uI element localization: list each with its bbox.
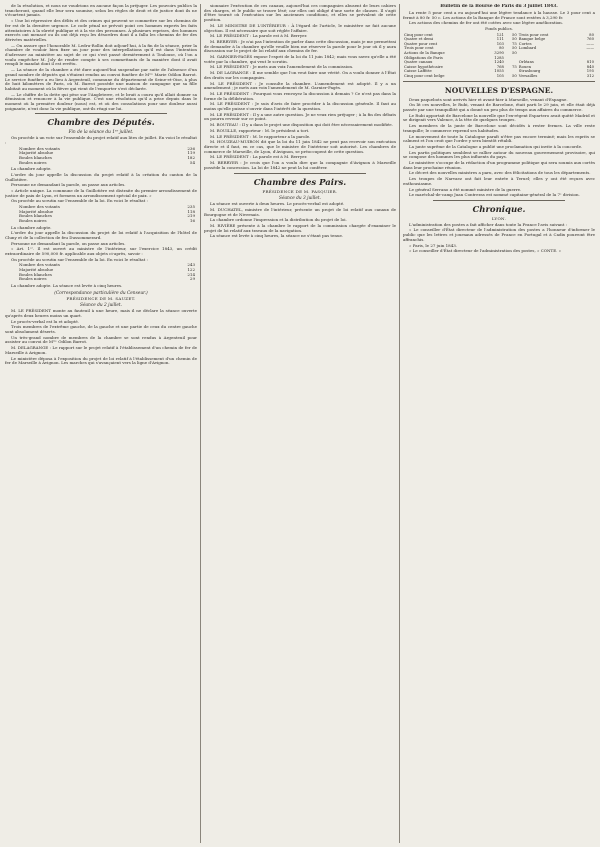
section-title-chronique: Chronique. <box>472 205 526 215</box>
column-middle <box>204 4 396 843</box>
paragraph: Le maréchal-de-camp Juan Contreras est nommé capitaine-général de la 7ᵉ division. <box>409 192 580 198</box>
paragraph: La séance est ouverte à deux heures. Le procès-verbal est adopté. <box>210 201 345 207</box>
table-cell: —— <box>586 40 594 46</box>
paragraph: L'administration des postes a fait afficher dans toute la France l'avis suivant : <box>409 221 567 227</box>
table-cell: Quatre pour cent <box>404 40 438 46</box>
session-subtitle: Fin de la séance du 1ᵉʳ juillet. <box>68 130 134 136</box>
table-cell: Lombard <box>518 45 537 51</box>
table-cell: Banque belge <box>518 36 546 42</box>
paragraph: On lit ces nouvelles, le Rubi, venant de Barcelone, était parti le 29 juin, et elle était déjà passée par une tranquillité qui a donné un peu plus de temps aux affaires du commerce. <box>403 102 595 113</box>
paragraph: Le mouvement de toute la Catalogne paraît n'être pas encore terminé; mais les esprits se calment et l'on croit que l'ordre y sera bientôt rétabli. <box>403 133 595 144</box>
table-cell: 103 <box>496 40 504 46</box>
session-subtitle: Séance du 3 juillet. <box>279 196 321 202</box>
table-cell: Quatre et demi <box>404 36 434 42</box>
divider <box>433 200 565 201</box>
paragraph: de la résolution, et nous ne voudrions en aucune façon la préjuger. Les pouvoirs publics la trancheront, quand elle leur sera soumise, selon les règles de droit et de justice dont ils ne s'écartent jamais. <box>5 4 197 18</box>
city-heading: LYON. <box>491 216 507 221</box>
paragraph: — Le chiffre de la dette qui pèse sur l'Angleterre, et le bruit a couru qu'il allait donner sa démission et renoncer à la vie publique. C'est une résolution qu'il a prise depuis dans le moment où la première douleur (nous) est, et où des consolations pour une douleur aussi poignante, n'eut donc la vie publique, ont-ils réagi sur lui. <box>5 91 197 111</box>
paragraph: Le ministère s'occupe de la rédaction d'un programme politique qui sera soumis aux cortès dans leur prochaine réunion. <box>403 160 595 170</box>
table-cell: 1285 <box>494 54 504 60</box>
paragraph: — La séance de la chambre a été dure aujourd'hui suspendue par suite de l'absence d'un grand nombre de députés qui s'étaient rendus au convoi funèbre de Mᵐᵉ Marie Odilon Barrot. Le service funèbre a eu lieu à Argenteuil, commune du département de Seine-et-Oise, à plus de huit kilomètres de Paris, où M. Barrot possède une maison de campagne que sa fille habitait au moment où la fièvre qui vient de l'emporter s'est déclarée. <box>5 67 197 91</box>
paragraph: Les troupes de Narvaez ont fait leur entrée à Teruel; elles y ont été reçues avec enthousiasme. <box>403 176 595 186</box>
table-cell: Strasbourg <box>518 68 541 74</box>
table-cell: Majorité absolue <box>19 208 54 214</box>
paragraph: On procède au scrutin sur l'ensemble de la loi. En voici le résultat : <box>11 256 148 262</box>
table-cell: Actions de la Banque <box>404 50 445 56</box>
vote-row <box>5 161 197 166</box>
paragraph: La chambre adopte. <box>11 166 52 172</box>
table-cell: Majorité absolue <box>19 150 54 156</box>
table-cell: 50 <box>511 31 517 37</box>
column-left <box>5 4 197 843</box>
table-cell: 80 <box>589 31 594 37</box>
divider <box>35 113 167 114</box>
table-cell: Nombre des votants <box>19 262 60 268</box>
paragraph: Le procès-verbal est lu et adopté. <box>11 318 80 324</box>
paragraph: Les actions des chemins de fer ont été cotées avec une légère amélioration. <box>409 20 563 26</box>
paragraph: « Art. 1ᵉʳ. Il est ouvert au ministre de l'intérieur, sur l'exercice 1843, un crédit extraordinaire de 590,000 fr. applicable aux objets ci-après, savoir : <box>5 246 197 257</box>
presidence-line: PRÉSIDENCE DE M. PASQUIER. <box>262 188 338 194</box>
vote-table <box>5 147 197 165</box>
paragraph: M. HOUZEAU-MUIRON dit que la loi du 11 juin 1842 ne peut pas recevoir son exécution directe et il faut, en ce cas, que le ministre de l'intérieur soit autorisé. Les chambres de commerce de Marseille, de Lyon, d'Avignon, se préoccupent de cette question. <box>204 139 396 154</box>
table-cell: 235 <box>187 204 195 210</box>
table-cell: 1240 <box>494 59 504 65</box>
table-cell: 80 <box>499 45 504 51</box>
table-cell: 810 <box>586 59 594 65</box>
table-cell: 50 <box>511 45 517 51</box>
paragraph: La rente 5 pour cent a eu aujourd'hui une légère tendance à la hausse. Le 3 pour cent a fermé à 80 fr. 50 c. Les actions de la Banque de France sont restées à 3,290 fr. <box>403 10 595 20</box>
table-cell: Orléans <box>518 59 534 65</box>
table-cell: Boules noires <box>19 217 47 223</box>
paragraph: M. LE PRÉSIDENT : Je consulte la chambre. L'amendement est adopté. Il y a un amendement ; je mets aux voix l'amendement de M. Garnier-Pagès. <box>204 80 396 91</box>
paragraph: sionnaire l'exécution de ces canaux, aujourd'hui ces compagnies abusent de leurs cahiers des charges, et le public se trouve lésé; car elles ont obligé d'une sorte de clauses. Il s'agit d'être tourné où l'exécution sur les anciennes conditions, et elles se prévalent de cette position. <box>204 4 396 23</box>
table-cell: Boules noires <box>19 159 47 165</box>
paragraph: M. LE PRÉSIDENT : La parole est à M. Berryer. <box>210 33 308 39</box>
table-cell: 29 <box>189 276 195 282</box>
table-cell: 54 <box>189 159 195 165</box>
table-cell: 236 <box>187 145 195 151</box>
table-cell: 243 <box>187 262 195 268</box>
table-row <box>403 74 595 79</box>
table-cell: 105 <box>496 73 504 79</box>
table-cell: Versailles <box>518 73 538 79</box>
paragraph: M. LE PRÉSIDENT : Il y a une autre question. Je ne veux rien préjuger ; à la fin des débats on pourra revenir sur ce point. <box>204 111 396 122</box>
table-cell: 50 <box>511 50 517 56</box>
table-cell: Nombre des votants <box>19 204 60 210</box>
paragraph: Le ministère déposa à l'exposition du projet de loi relatif à l'établissement d'un chemin de fer de Marseille à Avignon. Les marches qui s'avançaient vers la ligne d'Avignon. <box>5 355 197 366</box>
table-cell: Quatre canaux <box>404 59 433 65</box>
paragraph: M. LE PRÉSIDENT monte au fauteuil à une heure, mais il ne déclare la séance ouverte qu'après deux heures moins un quart. <box>5 308 197 318</box>
presidence-line: PRÉSIDENCE DE M. SAUZET. <box>66 295 136 301</box>
bourse-bulletin-title: Bulletin de la Bourse de Paris du 3 juillet 1843. <box>440 4 558 9</box>
table-cell: Trois pour cent <box>518 31 549 37</box>
paragraph: M. DUCHATEL, ministre de l'intérieur, présente un projet de loi relatif aux canaux de Bourgogne et de Nivernais. <box>204 206 396 217</box>
table-cell: Nombre des votants <box>19 145 60 151</box>
table-cell: 118 <box>187 208 195 214</box>
column-separator <box>200 4 201 843</box>
paragraph: M. LE PRÉSIDENT : Je mets aux voix l'amendement de la commission. <box>210 64 354 70</box>
table-cell: 768 <box>496 63 504 69</box>
paragraph: Personne ne demandant la parole, on passe aux articles. <box>11 240 126 246</box>
vote-table <box>5 205 197 223</box>
table-cell: —— <box>586 45 594 51</box>
paragraph: » Le conseiller d'État directeur de l'administration des postes, » CONTE. » <box>409 248 562 254</box>
table-cell: 182 <box>187 155 195 161</box>
vote-table <box>5 263 197 281</box>
paragraph: La chambre adopte. La séance est levée à cinq heures. <box>11 282 123 288</box>
table-cell: Rouen <box>518 63 532 69</box>
table-cell: Obligations de Paris <box>404 54 443 60</box>
table-cell: 50 <box>511 73 517 79</box>
paragraph: La séance est levée à cinq heures, la séance ne s'étant pas tenue. <box>210 233 344 239</box>
table-cell: 1055 <box>494 68 504 74</box>
table-cell: Boules blanches <box>19 155 52 161</box>
paragraph: « Une loi répressive des délits et des crimes qui peuvent se commettre sur les chemins de fer est de la dernière urgence. Le code pénal ne prévoit point ces hommes experts les faits attentatoires à la sûreté publique et à la vie des personnes. À plusieurs reprises, des hommes exercés ont menacé ou ils ont déjà reçu les désordres dont il a fallu les chemins de fer des dérivées matérielles. <box>5 18 197 42</box>
divider <box>403 81 595 82</box>
paragraph: M. GARNIER-PAGÈS expose l'esprit de la loi du 11 juin 1842; mais vous savez qu'elle a été votée par la chambre, qui veut le scrutin. <box>204 54 396 64</box>
table-cell: Majorité absolue <box>19 267 54 273</box>
table-cell: 50 <box>511 36 517 42</box>
paragraph: — On assure que l'honorable M. Ledru-Rollin doit adjourl'hui, à la fin de la séance, prier la chambre de vouloir bien fixer un jour pour des interpellations qu'il est dans l'intention d'adresser au ministère au sujet de ce qui s'est passé dernièrement à Toulouse, où l'on a voulu empêcher M. Joly de rendre compte à ses commettants de la manière dont il avait rempli le mandat dont il est revêtu. <box>5 42 197 67</box>
table-cell: 121 <box>496 31 504 37</box>
paragraph: Les membres de la junte de Barcelone sont décidés à rester fermes. La ville reste tranquille; le commerce reprend ses habitudes. <box>403 123 595 133</box>
table-cell: Boules blanches <box>19 213 52 219</box>
table-cell: 75 <box>511 63 517 69</box>
paragraph: « Article unique. La commune de la Guillotière est distraite du premier arrondissement de justice de paix de Lyon, et formera un arrondissement spécial de paix. » <box>5 188 197 198</box>
vote-row <box>5 219 197 224</box>
table-cell: 16 <box>189 217 195 223</box>
paragraph: Personne ne demandant la parole, on passe aux articles. <box>11 182 126 188</box>
table-cell: 214 <box>187 271 195 277</box>
paragraph: La junte suprême de la Catalogne a publié une proclamation qui invite à la concorde. <box>409 143 583 149</box>
table-cell: Boules noires <box>19 276 47 282</box>
paragraph: Le décret des nouvelles ministres a paru, avec des félicitations de tous les départements. <box>409 170 591 176</box>
section-title-pairs: Chambre des Pairs. <box>253 177 347 188</box>
paragraph: Le Rubi apportait de Barcelone la nouvelle que l'ex-régent Espartero avait quitté Madrid et se dirigeait vers Valence, à la tête de quelques troupes. <box>403 112 595 123</box>
table-cell: Caisse hypothécaire <box>404 63 443 69</box>
paragraph: M. LE PRÉSIDENT : Je suis d'avis de faire procéder à la discussion générale. Il faut au moins qu'elle puisse s'ouvrir dans l'intérêt de la question. <box>204 101 396 112</box>
correspondence-note: (Correspondance particulière du Censeur.) <box>54 290 148 296</box>
paragraph: M. ROUILLE, rapporteur : M. le président a tort. <box>210 127 310 133</box>
paragraph: M. BOUTEAU : Il y a dans le projet une disposition qui doit être nécessairement modifiée. <box>210 122 393 128</box>
paragraph: L'ordre du jour appelle la discussion du projet relatif à la création du canton de la Guillotière. <box>5 171 197 182</box>
paragraph: Les partis politiques semblent se rallier autour du nouveau gouvernement provisoire, qui se compose des hommes les plus influents du pays. <box>403 149 595 160</box>
session-subtitle: Séance du 2 juillet. <box>80 303 122 309</box>
table-cell: Trois pour cent <box>404 45 434 51</box>
divider <box>234 173 366 174</box>
table-cell: 312 <box>586 73 594 79</box>
table-cell: 75 <box>511 40 517 46</box>
paragraph: M. BERRYER : Je n'ai pas l'intention de parler dans cette discussion, mais je me permettrai de demander à la chambre qu'elle veuille bien me réserver la parole pour le jour où il y aura discussion sur le projet de loi relatif aux chemins de fer. <box>204 38 396 54</box>
table-cell: 219 <box>187 213 195 219</box>
table-cell: 122 <box>187 267 195 273</box>
table-cell: 195 <box>586 68 594 74</box>
paragraph: La chambre ordonne l'impression et la distribution du projet de loi. <box>210 217 347 223</box>
paragraph: Deux paquebots sont arrivés hier et avant-hier à Marseille, venant d'Espagne. <box>409 96 568 102</box>
column-separator <box>399 4 400 843</box>
table-cell: 3290 <box>494 50 504 56</box>
paragraph: M. RIVIÈRE présente à la chambre le rapport de la commission chargée d'examiner le projet de loi relatif aux travaux de la navigation. <box>204 223 396 233</box>
table-cell: 119 <box>187 150 195 156</box>
section-title-espagne: NOUVELLES D'ESPAGNE. <box>444 85 554 95</box>
bourse-table <box>403 33 595 79</box>
paragraph: On procède à un vote sur l'ensemble du projet relatif aux lites de juillet. En voici le résultat : <box>5 135 197 146</box>
paragraph: La chambre adopte. <box>11 224 52 230</box>
paragraph: M. DELAGRANGE : Le rapport sur le projet relatif à l'établissement d'un chemin de fer de Marseille à Avignon. <box>5 345 197 355</box>
paragraph: Le général Serrano a été nommé ministre de la guerre. <box>409 186 522 192</box>
column-right <box>403 4 595 843</box>
table-cell: 840 <box>586 63 594 69</box>
paragraph: M. LE PRÉSIDENT : Pourquoi vous renvoyez la discussion à demain ? Ce n'est pas dans la forme de la délibération. <box>204 90 396 101</box>
table-cell: Cinq pour cent belge <box>404 73 445 79</box>
table-cell: 760 <box>586 36 594 42</box>
paragraph: M. LE PRÉSIDENT : M. le rapporteur a la parole. <box>210 133 311 139</box>
paragraph: » Paris, le 27 juin 1843. <box>409 242 458 248</box>
table-cell: Caisse Laffitte <box>404 68 432 74</box>
bourse-table-heading: Fonds publics. <box>485 26 513 32</box>
table-cell: Cinq pour cent <box>404 31 433 37</box>
paragraph: Trois membres de l'extrême gauche, de la gauche et une partie de ceux du centre gauche sont absolument déserts. <box>5 324 197 335</box>
paragraph: M. LE MINISTRE DE L'INTÉRIEUR : À l'égard de l'article, le ministère ne fait aucune objection. Il est nécessaire que soit réglée l'affaire. <box>204 22 396 33</box>
section-title-deputes: Chambre des Députés. <box>47 118 155 129</box>
paragraph: On procède au scrutin sur l'ensemble de la loi. En voici le résultat : <box>11 198 148 204</box>
paragraph: « Le conseiller d'État directeur de l'administration des postes a l'honneur d'informer le public que les lettres et journaux adressés de France en Portugal et à Cadix pourront être affranchis. <box>403 227 595 242</box>
paragraph: M. BERRYER : Je crois que l'on a voulu dire que la compagnie d'Avignon à Marseille possède la concession. La loi de 1842 ne peut la lui conférer. <box>204 160 396 170</box>
paragraph: L'ordre du jour appelle la discussion du projet de loi relatif à l'acquisition de l'hôtel de Cluny et de la collection de feu Dussommerard. <box>5 230 197 240</box>
paragraph: M. LE PRÉSIDENT : La parole est à M. Berryer. <box>210 154 308 160</box>
table-cell: Boules blanches <box>19 271 52 277</box>
table-cell: 111 <box>496 36 504 42</box>
paragraph: M. DE LAGRANGE : Il me semble que l'on veut faire une vérité. On a voulu donner à l'État des droits sur les compagnies. <box>204 70 396 80</box>
vote-row <box>5 277 197 282</box>
table-cell: Cortes <box>518 40 532 46</box>
paragraph: Un très-grand nombre de membres de la chambre se sont rendus à Argenteuil pour assister au convoi de Mᵐᵉ Odilon Barrot. <box>5 334 197 345</box>
